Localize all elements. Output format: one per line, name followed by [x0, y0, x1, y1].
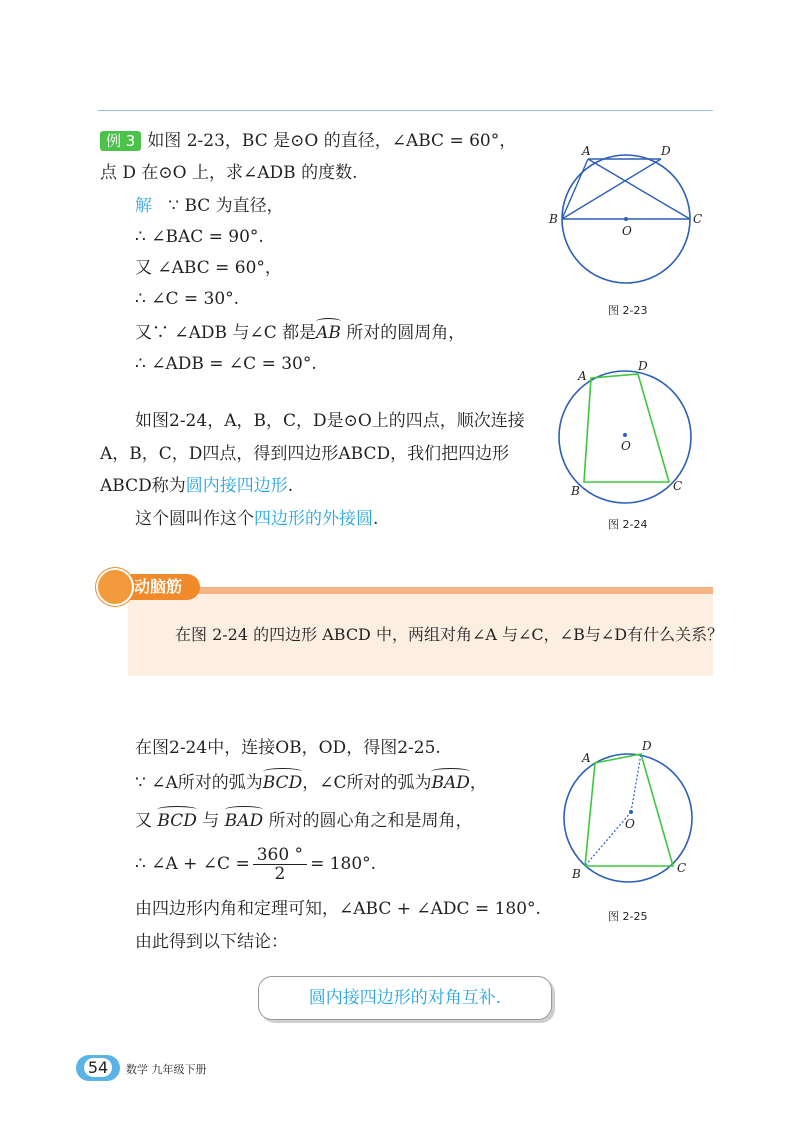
example-badge: 例 3	[100, 131, 141, 151]
solution-line-6: ∴ ∠ADB = ∠C = 30°.	[135, 354, 317, 374]
figure-2-23	[545, 140, 715, 300]
term-circumcircle: 四边形的外接圆	[254, 509, 373, 529]
segment-ab	[562, 159, 588, 219]
segment-od	[631, 754, 641, 812]
page-number: 54	[84, 1058, 112, 1077]
think-question: 在图 2-24 的四边形 ABCD 中，两组对角∠A 与∠C，∠B与∠D有什么关系？	[175, 625, 724, 644]
solution-label: 解	[135, 196, 152, 216]
page-number-badge	[76, 1055, 120, 1081]
label-a: A	[582, 751, 591, 765]
quad-abcd	[585, 754, 673, 866]
label-d: D	[638, 359, 648, 373]
figure-2-24	[545, 355, 715, 515]
label-c: C	[677, 861, 687, 875]
label-o: O	[621, 439, 631, 453]
think-title: 动脑筋	[118, 574, 200, 600]
label-c: C	[673, 479, 683, 493]
center-point	[629, 810, 633, 814]
solution-line-5: 又∵ ∠ADB 与∠C 都是AB 所对的圆周角，	[135, 323, 466, 343]
proof-line-2: ∵ ∠A所对的弧为BCD，∠C所对的弧为BAD，	[135, 773, 487, 793]
proof-line-4: ∴ ∠A + ∠C = $\frac{360 ^\circ}{2}$ = 180°.	[135, 845, 377, 884]
center-point	[624, 217, 628, 221]
label-a: A	[582, 144, 591, 158]
center-point	[623, 433, 627, 437]
solution-line-4: ∴ ∠C = 30°.	[135, 289, 240, 309]
arc-bcd-2: BCD	[157, 811, 197, 831]
label-o: O	[625, 817, 635, 831]
label-b: B	[549, 212, 558, 226]
header-rule	[98, 110, 713, 111]
segment-ac	[588, 159, 690, 219]
caption-2-25: 图 2-25	[608, 910, 648, 923]
label-c: C	[693, 212, 703, 226]
label-b: B	[572, 867, 581, 881]
fraction: $\frac{360 ^\circ}{2}$	[253, 846, 307, 883]
solution-line-3: 又 ∠ABC = 60°，	[135, 258, 282, 278]
label-b: B	[571, 484, 580, 498]
conclusion-box: 圆内接四边形的对角互补.	[258, 976, 552, 1020]
label-a: A	[578, 369, 587, 383]
book-title: 数学 九年级下册	[126, 1063, 207, 1076]
solution-line-2: ∴ ∠BAC = 90°.	[135, 227, 264, 247]
definition-line-2: A，B，C，D四点，得到四边形ABCD，我们把四边形	[100, 444, 510, 464]
quad-abcd	[584, 374, 669, 482]
term-inscribed-quadrilateral: 圆内接四边形	[185, 476, 288, 496]
solution-line-1: 解 ∵ BC 为直径，	[135, 196, 284, 216]
definition-line-3: ABCD称为圆内接四边形.	[100, 476, 294, 496]
label-d: D	[642, 739, 652, 753]
proof-line-6: 由此得到以下结论：	[135, 932, 288, 952]
figure-2-25	[555, 730, 715, 890]
label-o: O	[622, 224, 632, 238]
arc-bcd: BCD	[262, 773, 303, 793]
proof-line-1: 在图2-24中，连接OB，OD，得图2-25.	[135, 738, 441, 758]
arc-bad: BAD	[431, 773, 470, 793]
label-d: D	[661, 144, 671, 158]
example-line-2: 点 D 在⊙O 上，求∠ADB 的度数.	[100, 163, 358, 183]
proof-line-3: 又 BCD 与 BAD 所对的圆心角之和是周角，	[135, 811, 473, 831]
arc-ab: AB	[316, 323, 341, 343]
arc-bad-2: BAD	[224, 811, 264, 831]
gear-icon	[96, 568, 134, 606]
definition-line-1: 如图2-24，A，B，C，D是⊙O上的四点，顺次连接	[135, 411, 525, 431]
example-line-1: 例 3 如图 2-23，BC 是⊙O 的直径，∠ABC = 60°，	[100, 130, 516, 152]
proof-line-5: 由四边形内角和定理可知，∠ABC + ∠ADC = 180°.	[135, 899, 541, 919]
caption-2-23: 图 2-23	[608, 304, 648, 317]
caption-2-24: 图 2-24	[608, 518, 648, 531]
definition-line-4: 这个圆叫作这个四边形的外接圆.	[135, 509, 379, 529]
segment-bd	[562, 159, 661, 219]
